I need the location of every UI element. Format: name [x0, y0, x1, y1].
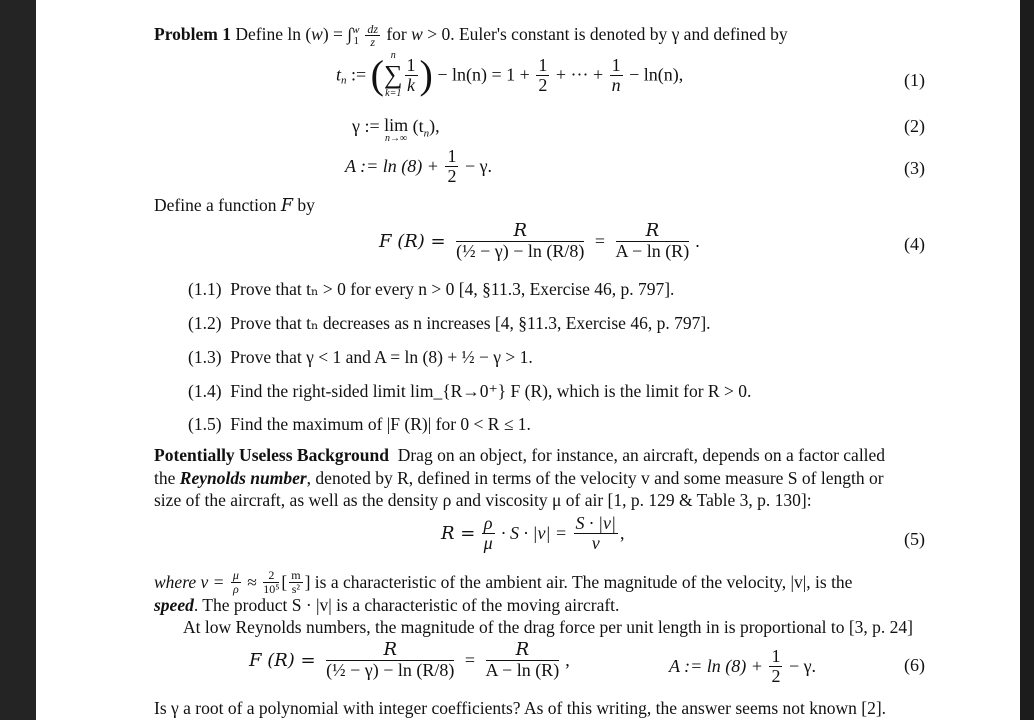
item-1-3: (1.3) Prove that γ < 1 and A = ln (8) + ½ − γ > 1. [188, 347, 533, 367]
problem-label: Problem 1 [154, 23, 231, 44]
equation-number-6: (6) [904, 655, 925, 675]
equation-1: $t_n$ := ( n ∑ k=1 $\frac{1}{k}$ ) − ln(n) = 1 + $\frac{1}{2}$ + ··· + $\frac{1}{n}$ − ln(n), [336, 50, 684, 99]
summation: n ∑ k=1 [384, 50, 403, 99]
equation-number-3: (3) [904, 158, 925, 178]
document-page [36, 0, 1020, 720]
problem-intro: Problem 1 Define ln (w) = ∫$^w_1$ $\frac{dz}{z}$ for w > 0. Euler's constant is denoted by γ and defined by [154, 21, 788, 50]
low-reynolds-text: At low Reynolds numbers, the magnitude of the drag force per unit length in is proportional to [3, p. 24] [183, 617, 913, 637]
equation-number-1: (1) [904, 70, 925, 90]
item-1-5: (1.5) Find the maximum of |F (R)| for 0 < R ≤ 1. [188, 414, 531, 434]
dz-over-z: $\frac{dz}{z}$ [367, 21, 378, 50]
item-1-4: (1.4) Find the right-sided limit lim_{R→0⁺} F (R), which is the limit for R > 0. [188, 381, 752, 401]
define-function-text: Define a function F by [154, 195, 315, 216]
background-line-3: size of the aircraft, as well as the density ρ and viscosity μ of air [1, p. 129 & Table 3, p. 130]: [154, 490, 812, 510]
background-line-2: the Reynolds number, denoted by R, defined in terms of the velocity v and some measure S of length or [154, 468, 884, 488]
where-line: where ν = $\frac{\mu}{\rho}$ ≈ $\frac{2}{\text{10⁵}}$ [ $\frac{m}{\text{s²}}$ ] is a characteristic of the ambient air. The magnitude of the velocity, |v|, is the [154, 568, 853, 596]
equation-6-A-definition: A := ln (8) + $\frac{1}{2}$ − γ. [669, 646, 817, 686]
equation-3: A := ln (8) + $\frac{1}{2}$ − γ. [345, 146, 493, 186]
equation-number-2: (2) [904, 116, 925, 136]
speed-line: speed. The product S · |v| is a characteristic of the moving aircraft. [154, 595, 620, 615]
left-dark-strip [0, 0, 36, 720]
equation-number-5: (5) [904, 529, 925, 549]
equation-2: γ := lim n→∞ $(t_n)$, [352, 115, 440, 144]
background-line-1: Potentially Useless Background Drag on an object, for instance, an aircraft, depends on a factor called [154, 445, 886, 465]
equation-4: F (R) = $\frac{R}{\text{(½ − γ) − ln (R/8)}}$ = $\frac{R}{A - \ln (R)}$ . [379, 220, 700, 261]
equation-6: F (R) = $\frac{R}{\text{(½ − γ) − ln (R/8)}}$ = $\frac{R}{A - \ln (R)}$ , [249, 639, 570, 680]
right-dark-strip [1020, 0, 1034, 720]
equation-5: R = $\frac{\rho}{\mu}$ · S · |v| = $\frac{S \cdot |v|}{\nu}$ , [441, 513, 625, 553]
item-1-2: (1.2) Prove that tₙ decreases as n increases [4, §11.3, Exercise 46, p. 797]. [188, 313, 711, 333]
item-1-1: (1.1) Prove that tₙ > 0 for every n > 0 [4, §11.3, Exercise 46, p. 797]. [188, 279, 675, 299]
final-question: Is γ a root of a polynomial with integer coefficients? As of this writing, the answer seems not known [2]. [154, 698, 887, 718]
equation-number-4: (4) [904, 234, 925, 254]
